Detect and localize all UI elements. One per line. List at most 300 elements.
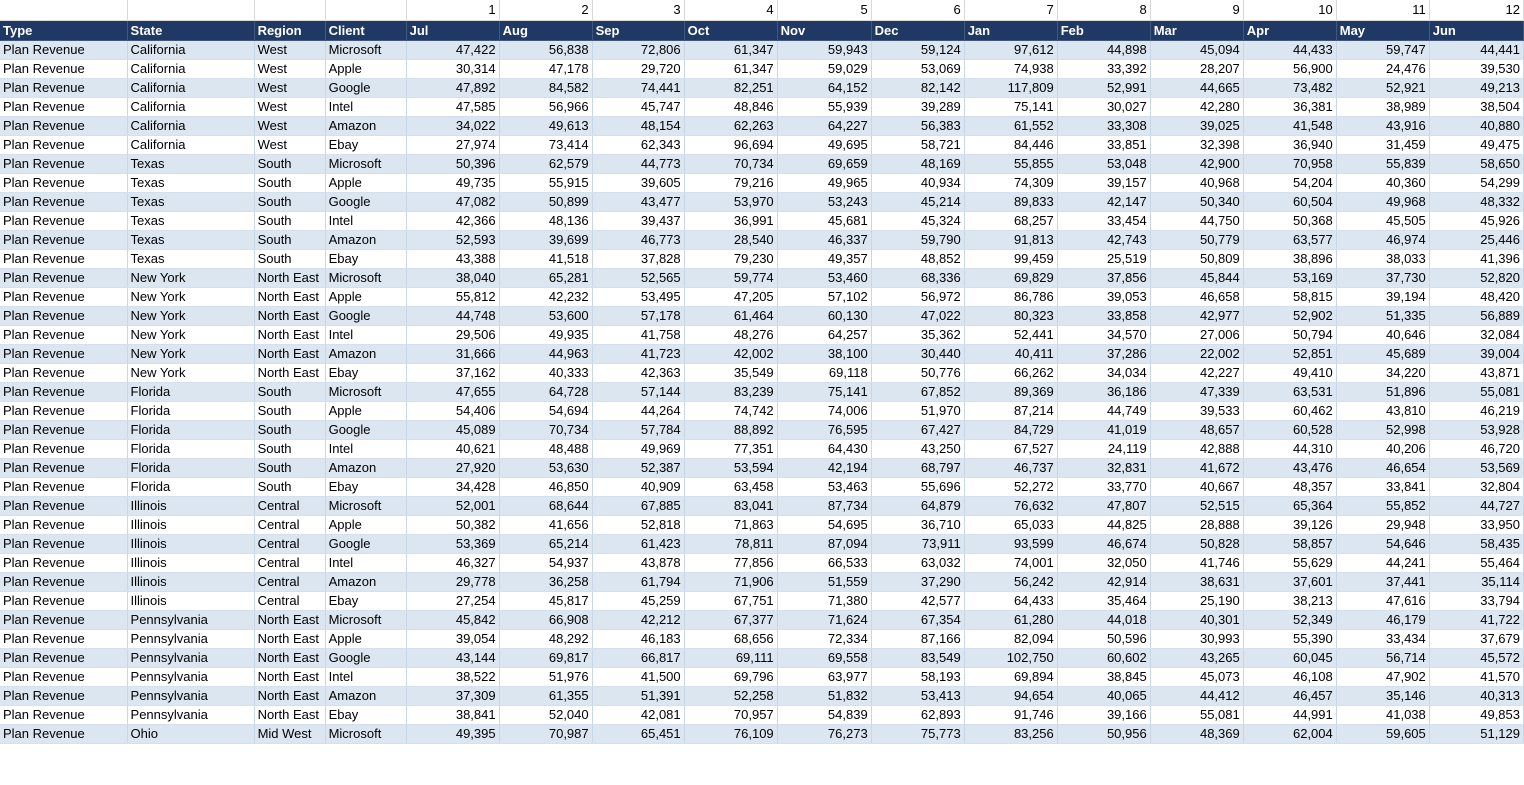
value-cell[interactable]: 54,646 xyxy=(1336,534,1429,553)
text-cell[interactable]: Apple xyxy=(325,515,406,534)
column-header-cell[interactable]: State xyxy=(127,20,254,40)
value-cell[interactable]: 38,631 xyxy=(1150,572,1243,591)
value-cell[interactable]: 48,154 xyxy=(592,116,684,135)
value-cell[interactable]: 42,002 xyxy=(684,344,777,363)
value-cell[interactable]: 56,889 xyxy=(1429,306,1523,325)
value-cell[interactable]: 97,612 xyxy=(964,40,1057,59)
value-cell[interactable]: 84,582 xyxy=(499,78,592,97)
value-cell[interactable]: 56,966 xyxy=(499,97,592,116)
value-cell[interactable]: 55,852 xyxy=(1336,496,1429,515)
text-cell[interactable]: Central xyxy=(254,534,325,553)
value-cell[interactable]: 39,004 xyxy=(1429,344,1523,363)
text-cell[interactable]: West xyxy=(254,97,325,116)
value-cell[interactable]: 87,214 xyxy=(964,401,1057,420)
value-cell[interactable]: 44,264 xyxy=(592,401,684,420)
text-cell[interactable]: Plan Revenue xyxy=(0,40,127,59)
value-cell[interactable]: 57,178 xyxy=(592,306,684,325)
text-cell[interactable]: North East xyxy=(254,648,325,667)
value-cell[interactable]: 46,737 xyxy=(964,458,1057,477)
value-cell[interactable]: 66,817 xyxy=(592,648,684,667)
column-number-cell[interactable]: 1 xyxy=(406,0,499,20)
value-cell[interactable]: 50,396 xyxy=(406,154,499,173)
value-cell[interactable]: 55,081 xyxy=(1429,382,1523,401)
text-cell[interactable]: Ebay xyxy=(325,249,406,268)
value-cell[interactable]: 28,207 xyxy=(1150,59,1243,78)
value-cell[interactable]: 40,065 xyxy=(1057,686,1150,705)
value-cell[interactable]: 45,842 xyxy=(406,610,499,629)
value-cell[interactable]: 37,730 xyxy=(1336,268,1429,287)
column-number-cell[interactable] xyxy=(127,0,254,20)
value-cell[interactable]: 37,309 xyxy=(406,686,499,705)
value-cell[interactable]: 42,743 xyxy=(1057,230,1150,249)
value-cell[interactable]: 50,828 xyxy=(1150,534,1243,553)
value-cell[interactable]: 29,506 xyxy=(406,325,499,344)
text-cell[interactable]: Pennsylvania xyxy=(127,629,254,648)
value-cell[interactable]: 45,505 xyxy=(1336,211,1429,230)
value-cell[interactable]: 40,301 xyxy=(1150,610,1243,629)
text-cell[interactable]: West xyxy=(254,59,325,78)
value-cell[interactable]: 84,446 xyxy=(964,135,1057,154)
value-cell[interactable]: 49,695 xyxy=(777,135,871,154)
value-cell[interactable]: 53,069 xyxy=(871,59,964,78)
value-cell[interactable]: 55,629 xyxy=(1243,553,1336,572)
value-cell[interactable]: 48,657 xyxy=(1150,420,1243,439)
value-cell[interactable]: 43,265 xyxy=(1150,648,1243,667)
value-cell[interactable]: 39,530 xyxy=(1429,59,1523,78)
value-cell[interactable]: 76,109 xyxy=(684,724,777,743)
value-cell[interactable]: 41,723 xyxy=(592,344,684,363)
value-cell[interactable]: 83,239 xyxy=(684,382,777,401)
value-cell[interactable]: 94,654 xyxy=(964,686,1057,705)
text-cell[interactable]: Intel xyxy=(325,211,406,230)
value-cell[interactable]: 42,888 xyxy=(1150,439,1243,458)
text-cell[interactable]: Plan Revenue xyxy=(0,686,127,705)
text-cell[interactable]: Plan Revenue xyxy=(0,363,127,382)
value-cell[interactable]: 33,308 xyxy=(1057,116,1150,135)
text-cell[interactable]: California xyxy=(127,116,254,135)
value-cell[interactable]: 51,976 xyxy=(499,667,592,686)
value-cell[interactable]: 56,972 xyxy=(871,287,964,306)
value-cell[interactable]: 56,838 xyxy=(499,40,592,59)
value-cell[interactable]: 52,921 xyxy=(1336,78,1429,97)
text-cell[interactable]: Plan Revenue xyxy=(0,534,127,553)
value-cell[interactable]: 40,411 xyxy=(964,344,1057,363)
text-cell[interactable]: Illinois xyxy=(127,591,254,610)
value-cell[interactable]: 47,892 xyxy=(406,78,499,97)
value-cell[interactable]: 47,178 xyxy=(499,59,592,78)
value-cell[interactable]: 44,412 xyxy=(1150,686,1243,705)
text-cell[interactable]: Plan Revenue xyxy=(0,249,127,268)
value-cell[interactable]: 49,613 xyxy=(499,116,592,135)
text-cell[interactable]: Plan Revenue xyxy=(0,572,127,591)
value-cell[interactable]: 69,817 xyxy=(499,648,592,667)
text-cell[interactable]: Plan Revenue xyxy=(0,344,127,363)
value-cell[interactable]: 61,347 xyxy=(684,40,777,59)
text-cell[interactable]: North East xyxy=(254,344,325,363)
value-cell[interactable]: 42,227 xyxy=(1150,363,1243,382)
value-cell[interactable]: 34,220 xyxy=(1336,363,1429,382)
value-cell[interactable]: 93,599 xyxy=(964,534,1057,553)
value-cell[interactable]: 61,347 xyxy=(684,59,777,78)
text-cell[interactable]: Illinois xyxy=(127,534,254,553)
value-cell[interactable]: 25,190 xyxy=(1150,591,1243,610)
value-cell[interactable]: 38,845 xyxy=(1057,667,1150,686)
text-cell[interactable]: South xyxy=(254,192,325,211)
value-cell[interactable]: 22,002 xyxy=(1150,344,1243,363)
value-cell[interactable]: 44,665 xyxy=(1150,78,1243,97)
text-cell[interactable]: Microsoft xyxy=(325,496,406,515)
text-cell[interactable]: North East xyxy=(254,325,325,344)
column-number-cell[interactable] xyxy=(325,0,406,20)
column-number-cell[interactable]: 5 xyxy=(777,0,871,20)
value-cell[interactable]: 75,141 xyxy=(964,97,1057,116)
value-cell[interactable]: 48,136 xyxy=(499,211,592,230)
value-cell[interactable]: 45,689 xyxy=(1336,344,1429,363)
text-cell[interactable]: New York xyxy=(127,287,254,306)
value-cell[interactable]: 46,720 xyxy=(1429,439,1523,458)
text-cell[interactable]: Microsoft xyxy=(325,154,406,173)
value-cell[interactable]: 74,938 xyxy=(964,59,1057,78)
text-cell[interactable]: North East xyxy=(254,287,325,306)
value-cell[interactable]: 51,896 xyxy=(1336,382,1429,401)
value-cell[interactable]: 69,558 xyxy=(777,648,871,667)
value-cell[interactable]: 53,594 xyxy=(684,458,777,477)
value-cell[interactable]: 55,081 xyxy=(1150,705,1243,724)
value-cell[interactable]: 49,969 xyxy=(592,439,684,458)
value-cell[interactable]: 54,299 xyxy=(1429,173,1523,192)
value-cell[interactable]: 39,605 xyxy=(592,173,684,192)
value-cell[interactable]: 56,383 xyxy=(871,116,964,135)
value-cell[interactable]: 74,006 xyxy=(777,401,871,420)
text-cell[interactable]: Plan Revenue xyxy=(0,629,127,648)
value-cell[interactable]: 53,600 xyxy=(499,306,592,325)
value-cell[interactable]: 55,939 xyxy=(777,97,871,116)
value-cell[interactable]: 71,906 xyxy=(684,572,777,591)
value-cell[interactable]: 79,216 xyxy=(684,173,777,192)
text-cell[interactable]: Florida xyxy=(127,420,254,439)
value-cell[interactable]: 24,476 xyxy=(1336,59,1429,78)
value-cell[interactable]: 117,809 xyxy=(964,78,1057,97)
value-cell[interactable]: 82,142 xyxy=(871,78,964,97)
value-cell[interactable]: 41,518 xyxy=(499,249,592,268)
value-cell[interactable]: 47,616 xyxy=(1336,591,1429,610)
value-cell[interactable]: 88,892 xyxy=(684,420,777,439)
column-header-cell[interactable]: Jul xyxy=(406,20,499,40)
text-cell[interactable]: Plan Revenue xyxy=(0,59,127,78)
value-cell[interactable]: 52,387 xyxy=(592,458,684,477)
value-cell[interactable]: 58,435 xyxy=(1429,534,1523,553)
value-cell[interactable]: 44,963 xyxy=(499,344,592,363)
value-cell[interactable]: 39,054 xyxy=(406,629,499,648)
value-cell[interactable]: 45,926 xyxy=(1429,211,1523,230)
text-cell[interactable]: Plan Revenue xyxy=(0,211,127,230)
text-cell[interactable]: North East xyxy=(254,363,325,382)
value-cell[interactable]: 47,585 xyxy=(406,97,499,116)
text-cell[interactable]: Ebay xyxy=(325,705,406,724)
value-cell[interactable]: 27,006 xyxy=(1150,325,1243,344)
value-cell[interactable]: 48,852 xyxy=(871,249,964,268)
value-cell[interactable]: 37,856 xyxy=(1057,268,1150,287)
value-cell[interactable]: 46,850 xyxy=(499,477,592,496)
value-cell[interactable]: 36,991 xyxy=(684,211,777,230)
text-cell[interactable]: Texas xyxy=(127,192,254,211)
value-cell[interactable]: 61,423 xyxy=(592,534,684,553)
value-cell[interactable]: 29,720 xyxy=(592,59,684,78)
value-cell[interactable]: 32,804 xyxy=(1429,477,1523,496)
value-cell[interactable]: 40,206 xyxy=(1336,439,1429,458)
value-cell[interactable]: 46,108 xyxy=(1243,667,1336,686)
value-cell[interactable]: 54,839 xyxy=(777,705,871,724)
value-cell[interactable]: 45,817 xyxy=(499,591,592,610)
value-cell[interactable]: 57,144 xyxy=(592,382,684,401)
column-number-cell[interactable] xyxy=(254,0,325,20)
value-cell[interactable]: 65,033 xyxy=(964,515,1057,534)
value-cell[interactable]: 63,577 xyxy=(1243,230,1336,249)
text-cell[interactable]: New York xyxy=(127,325,254,344)
value-cell[interactable]: 39,053 xyxy=(1057,287,1150,306)
value-cell[interactable]: 48,369 xyxy=(1150,724,1243,743)
value-cell[interactable]: 67,852 xyxy=(871,382,964,401)
value-cell[interactable]: 46,654 xyxy=(1336,458,1429,477)
value-cell[interactable]: 28,888 xyxy=(1150,515,1243,534)
value-cell[interactable]: 67,527 xyxy=(964,439,1057,458)
text-cell[interactable]: Plan Revenue xyxy=(0,610,127,629)
value-cell[interactable]: 55,915 xyxy=(499,173,592,192)
value-cell[interactable]: 64,430 xyxy=(777,439,871,458)
value-cell[interactable]: 73,414 xyxy=(499,135,592,154)
value-cell[interactable]: 44,773 xyxy=(592,154,684,173)
value-cell[interactable]: 83,549 xyxy=(871,648,964,667)
value-cell[interactable]: 86,786 xyxy=(964,287,1057,306)
value-cell[interactable]: 48,169 xyxy=(871,154,964,173)
text-cell[interactable]: New York xyxy=(127,306,254,325)
value-cell[interactable]: 55,390 xyxy=(1243,629,1336,648)
value-cell[interactable]: 52,040 xyxy=(499,705,592,724)
value-cell[interactable]: 54,937 xyxy=(499,553,592,572)
value-cell[interactable]: 69,894 xyxy=(964,667,1057,686)
value-cell[interactable]: 64,257 xyxy=(777,325,871,344)
text-cell[interactable]: Texas xyxy=(127,230,254,249)
text-cell[interactable]: Illinois xyxy=(127,496,254,515)
value-cell[interactable]: 65,451 xyxy=(592,724,684,743)
value-cell[interactable]: 34,428 xyxy=(406,477,499,496)
value-cell[interactable]: 42,366 xyxy=(406,211,499,230)
text-cell[interactable]: Pennsylvania xyxy=(127,686,254,705)
text-cell[interactable]: Amazon xyxy=(325,458,406,477)
value-cell[interactable]: 35,114 xyxy=(1429,572,1523,591)
value-cell[interactable]: 48,357 xyxy=(1243,477,1336,496)
text-cell[interactable]: Pennsylvania xyxy=(127,610,254,629)
text-cell[interactable]: Florida xyxy=(127,401,254,420)
value-cell[interactable]: 47,082 xyxy=(406,192,499,211)
value-cell[interactable]: 59,747 xyxy=(1336,40,1429,59)
value-cell[interactable]: 78,811 xyxy=(684,534,777,553)
value-cell[interactable]: 46,337 xyxy=(777,230,871,249)
text-cell[interactable]: Amazon xyxy=(325,230,406,249)
column-header-cell[interactable]: Client xyxy=(325,20,406,40)
value-cell[interactable]: 30,993 xyxy=(1150,629,1243,648)
value-cell[interactable]: 42,081 xyxy=(592,705,684,724)
value-cell[interactable]: 67,885 xyxy=(592,496,684,515)
value-cell[interactable]: 87,094 xyxy=(777,534,871,553)
text-cell[interactable]: Plan Revenue xyxy=(0,97,127,116)
value-cell[interactable]: 67,751 xyxy=(684,591,777,610)
text-cell[interactable]: Intel xyxy=(325,667,406,686)
column-header-cell[interactable]: Apr xyxy=(1243,20,1336,40)
value-cell[interactable]: 70,958 xyxy=(1243,154,1336,173)
value-cell[interactable]: 37,441 xyxy=(1336,572,1429,591)
value-cell[interactable]: 49,475 xyxy=(1429,135,1523,154)
text-cell[interactable]: Plan Revenue xyxy=(0,230,127,249)
column-header-cell[interactable]: Dec xyxy=(871,20,964,40)
value-cell[interactable]: 44,433 xyxy=(1243,40,1336,59)
value-cell[interactable]: 56,900 xyxy=(1243,59,1336,78)
value-cell[interactable]: 53,460 xyxy=(777,268,871,287)
value-cell[interactable]: 73,911 xyxy=(871,534,964,553)
value-cell[interactable]: 71,624 xyxy=(777,610,871,629)
value-cell[interactable]: 47,902 xyxy=(1336,667,1429,686)
text-cell[interactable]: Plan Revenue xyxy=(0,268,127,287)
text-cell[interactable]: New York xyxy=(127,363,254,382)
value-cell[interactable]: 36,940 xyxy=(1243,135,1336,154)
value-cell[interactable]: 33,454 xyxy=(1057,211,1150,230)
value-cell[interactable]: 58,650 xyxy=(1429,154,1523,173)
value-cell[interactable]: 50,368 xyxy=(1243,211,1336,230)
text-cell[interactable]: South xyxy=(254,458,325,477)
column-header-cell[interactable]: Oct xyxy=(684,20,777,40)
text-cell[interactable]: Microsoft xyxy=(325,610,406,629)
text-cell[interactable]: North East xyxy=(254,629,325,648)
text-cell[interactable]: Plan Revenue xyxy=(0,496,127,515)
text-cell[interactable]: Central xyxy=(254,553,325,572)
text-cell[interactable]: Plan Revenue xyxy=(0,477,127,496)
value-cell[interactable]: 48,292 xyxy=(499,629,592,648)
value-cell[interactable]: 66,533 xyxy=(777,553,871,572)
text-cell[interactable]: South xyxy=(254,439,325,458)
text-cell[interactable]: West xyxy=(254,78,325,97)
value-cell[interactable]: 38,896 xyxy=(1243,249,1336,268)
value-cell[interactable]: 43,878 xyxy=(592,553,684,572)
value-cell[interactable]: 62,263 xyxy=(684,116,777,135)
value-cell[interactable]: 58,815 xyxy=(1243,287,1336,306)
text-cell[interactable]: Texas xyxy=(127,249,254,268)
text-cell[interactable]: Plan Revenue xyxy=(0,287,127,306)
text-cell[interactable]: North East xyxy=(254,306,325,325)
value-cell[interactable]: 60,504 xyxy=(1243,192,1336,211)
text-cell[interactable]: Plan Revenue xyxy=(0,325,127,344)
value-cell[interactable]: 41,722 xyxy=(1429,610,1523,629)
value-cell[interactable]: 46,183 xyxy=(592,629,684,648)
value-cell[interactable]: 60,528 xyxy=(1243,420,1336,439)
text-cell[interactable]: Pennsylvania xyxy=(127,648,254,667)
value-cell[interactable]: 72,806 xyxy=(592,40,684,59)
value-cell[interactable]: 54,695 xyxy=(777,515,871,534)
value-cell[interactable]: 47,339 xyxy=(1150,382,1243,401)
text-cell[interactable]: Central xyxy=(254,572,325,591)
value-cell[interactable]: 43,871 xyxy=(1429,363,1523,382)
column-number-cell[interactable]: 11 xyxy=(1336,0,1429,20)
text-cell[interactable]: Plan Revenue xyxy=(0,78,127,97)
value-cell[interactable]: 59,029 xyxy=(777,59,871,78)
value-cell[interactable]: 83,041 xyxy=(684,496,777,515)
text-cell[interactable]: South xyxy=(254,211,325,230)
value-cell[interactable]: 42,977 xyxy=(1150,306,1243,325)
value-cell[interactable]: 38,841 xyxy=(406,705,499,724)
value-cell[interactable]: 83,256 xyxy=(964,724,1057,743)
value-cell[interactable]: 48,488 xyxy=(499,439,592,458)
value-cell[interactable]: 73,482 xyxy=(1243,78,1336,97)
value-cell[interactable]: 42,914 xyxy=(1057,572,1150,591)
value-cell[interactable]: 70,957 xyxy=(684,705,777,724)
value-cell[interactable]: 43,810 xyxy=(1336,401,1429,420)
value-cell[interactable]: 75,141 xyxy=(777,382,871,401)
value-cell[interactable]: 59,774 xyxy=(684,268,777,287)
value-cell[interactable]: 43,250 xyxy=(871,439,964,458)
text-cell[interactable]: Plan Revenue xyxy=(0,553,127,572)
text-cell[interactable]: Amazon xyxy=(325,686,406,705)
value-cell[interactable]: 49,965 xyxy=(777,173,871,192)
value-cell[interactable]: 48,420 xyxy=(1429,287,1523,306)
value-cell[interactable]: 49,213 xyxy=(1429,78,1523,97)
value-cell[interactable]: 57,102 xyxy=(777,287,871,306)
text-cell[interactable]: Intel xyxy=(325,325,406,344)
value-cell[interactable]: 51,970 xyxy=(871,401,964,420)
value-cell[interactable]: 59,790 xyxy=(871,230,964,249)
value-cell[interactable]: 50,382 xyxy=(406,515,499,534)
value-cell[interactable]: 77,856 xyxy=(684,553,777,572)
value-cell[interactable]: 46,674 xyxy=(1057,534,1150,553)
value-cell[interactable]: 44,018 xyxy=(1057,610,1150,629)
value-cell[interactable]: 64,879 xyxy=(871,496,964,515)
text-cell[interactable]: Microsoft xyxy=(325,40,406,59)
value-cell[interactable]: 41,548 xyxy=(1243,116,1336,135)
value-cell[interactable]: 69,796 xyxy=(684,667,777,686)
value-cell[interactable]: 41,500 xyxy=(592,667,684,686)
value-cell[interactable]: 41,656 xyxy=(499,515,592,534)
text-cell[interactable]: Pennsylvania xyxy=(127,705,254,724)
value-cell[interactable]: 75,773 xyxy=(871,724,964,743)
value-cell[interactable]: 52,851 xyxy=(1243,344,1336,363)
value-cell[interactable]: 74,001 xyxy=(964,553,1057,572)
text-cell[interactable]: Plan Revenue xyxy=(0,439,127,458)
text-cell[interactable]: Pennsylvania xyxy=(127,667,254,686)
text-cell[interactable]: Plan Revenue xyxy=(0,401,127,420)
value-cell[interactable]: 63,977 xyxy=(777,667,871,686)
value-cell[interactable]: 55,839 xyxy=(1336,154,1429,173)
value-cell[interactable]: 82,094 xyxy=(964,629,1057,648)
text-cell[interactable]: Texas xyxy=(127,173,254,192)
value-cell[interactable]: 59,124 xyxy=(871,40,964,59)
value-cell[interactable]: 31,459 xyxy=(1336,135,1429,154)
value-cell[interactable]: 51,832 xyxy=(777,686,871,705)
value-cell[interactable]: 38,989 xyxy=(1336,97,1429,116)
value-cell[interactable]: 33,392 xyxy=(1057,59,1150,78)
value-cell[interactable]: 50,794 xyxy=(1243,325,1336,344)
value-cell[interactable]: 30,314 xyxy=(406,59,499,78)
value-cell[interactable]: 63,531 xyxy=(1243,382,1336,401)
value-cell[interactable]: 50,956 xyxy=(1057,724,1150,743)
text-cell[interactable]: West xyxy=(254,40,325,59)
value-cell[interactable]: 38,213 xyxy=(1243,591,1336,610)
value-cell[interactable]: 47,807 xyxy=(1057,496,1150,515)
text-cell[interactable]: Plan Revenue xyxy=(0,667,127,686)
value-cell[interactable]: 53,970 xyxy=(684,192,777,211)
value-cell[interactable]: 52,818 xyxy=(592,515,684,534)
value-cell[interactable]: 46,773 xyxy=(592,230,684,249)
value-cell[interactable]: 45,572 xyxy=(1429,648,1523,667)
text-cell[interactable]: Plan Revenue xyxy=(0,515,127,534)
value-cell[interactable]: 30,027 xyxy=(1057,97,1150,116)
